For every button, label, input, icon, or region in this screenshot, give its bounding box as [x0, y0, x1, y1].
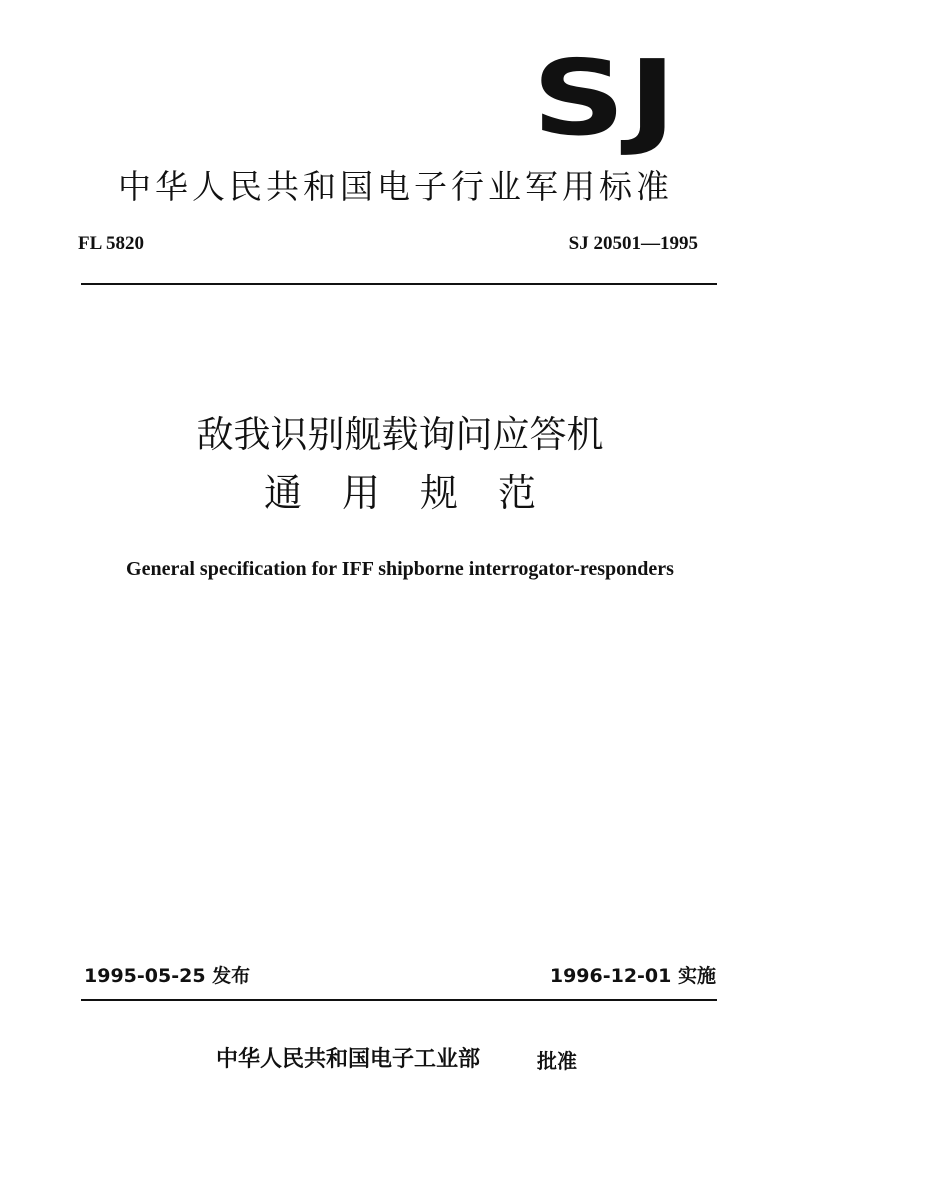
approving-authority: 中华人民共和国电子工业部 [216, 1047, 481, 1072]
approved-label: 批准 [537, 1049, 577, 1073]
document-title-cn-line2: 通用规范 [263, 471, 576, 515]
issue-date: 1995-05-25 发布 [84, 965, 251, 987]
classification-code: FL 5820 [78, 233, 144, 254]
sj-logo: SJ [532, 37, 680, 159]
footer-divider [81, 999, 717, 1001]
standard-number: SJ 20501—1995 [568, 233, 698, 254]
document-title-cn-line1: 敌我识别舰载询问应答机 [196, 413, 604, 456]
implementation-date: 1996-12-01 实施 [549, 965, 716, 987]
issuing-org-title: 中华人民共和国电子行业军用标准 [118, 167, 673, 206]
document-title-en: General specification for IFF shipborne interrogator-responders [126, 558, 674, 580]
header-divider [81, 283, 717, 285]
